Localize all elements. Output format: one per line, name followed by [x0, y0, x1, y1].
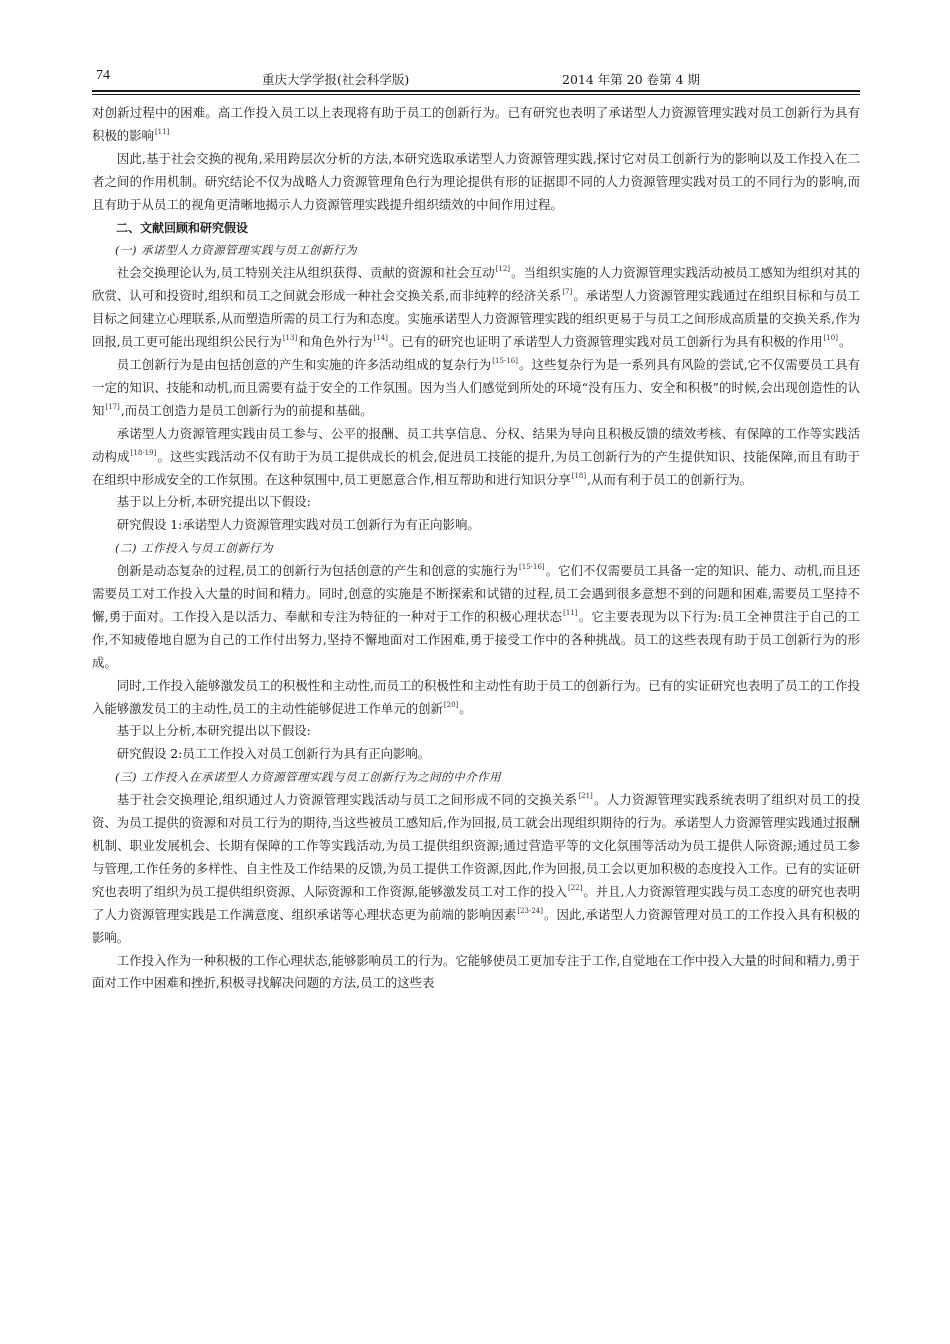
- paragraph: 因此,基于社会交换的视角,采用跨层次分析的方法,本研究选取承诺型人力资源管理实践,探讨它对员工创新行为的影响以及工作投入在二者之间的作用机制。研究结论不仅为战略人力资源管理角色行为理论提供有形的证据即不同的人力资源管理实践对员工的不同行为的影响,而且有助于从员工的视角更清晰地揭示人力资源管理实践提升组织绩效的中间作用过程。: [92, 150, 860, 212]
- journal-page: [92, 64, 860, 995]
- citation: [20]: [443, 700, 459, 709]
- citation: [18-19]: [130, 448, 157, 457]
- subsection-heading: (二) 工作投入与员工创新行为: [115, 541, 274, 556]
- citation: [17]: [105, 402, 120, 411]
- subsection-heading: (三) 工作投入在承诺型人力资源管理实践与员工创新行为之间的中介作用: [115, 770, 502, 785]
- hypothesis-1: 研究假设 1:承诺型人力资源管理实践对员工创新行为有正向影响。: [116, 517, 480, 533]
- citation: [15-16]: [519, 563, 545, 572]
- paragraph: 基于以上分析,本研究提出以下假设:: [116, 494, 311, 510]
- citation: [12]: [495, 265, 511, 274]
- journal-name: 重庆大学学报(社会科学版): [262, 72, 410, 87]
- paragraph: 基于社会交换理论,组织通过人力资源管理实践活动与员工之间形成不同的交换关系[21]。人力资源管理实践系统表明了组织对员工的投资、为员工提供的资源和对员工行为的期待,当这些被员工感知后,作为回报,员工就会出现组织期待的行为。承诺型人力资源管理实践通过报酬机制、职业发展机会、长期有保障的工作等实践活动,为员工提供组织资源;通过营造平等的文化氛围等活动为员工提供人际资源;通过员工参与管理,工作任务的多样性、自主性及工作结果的反馈,为员工提供工作资源,因此,作为回报,员工会以更加积极的态度投入工作。已有的实证研究也表明了组织为员工提供组织资源、人际资源和工作资源,能够激发员工对工作的投入[22]。并且,人力资源管理实践与员工态度的研究也表明了人力资源管理实践是工作满意度、组织承诺等心理状态更为前端的影响因素[23-24]。因此,承诺型人力资源管理对员工的工作投入具有积极的影响。: [92, 792, 860, 945]
- citation: [11]: [154, 127, 170, 136]
- paragraph: 工作投入作为一种积极的工作心理状态,能够影响员工的行为。它能够使员工更加专注于工作,自觉地在工作中投入大量的时间和精力,勇于面对工作中困难和挫折,积极寻找解决问题的方法,员工的这些表: [92, 952, 860, 991]
- citation: [14]: [373, 334, 388, 343]
- paragraph: 承诺型人力资源管理实践由员工参与、公平的报酬、员工共享信息、分权、结果为导向且积极反馈的绩效考核、有保障的工作等实践活动构成[18-19]。这些实践活动不仅有助于为员工提供成长的机会,促进员工技能的提升,为员工创新行为的产生提供知识、技能保障,而且有助于在组织中形成安全的工作氛围。在这种氛围中,员工更愿意合作,相互帮助和进行知识分享[18],从而有利于员工的创新行为。: [92, 425, 861, 487]
- citation: [21]: [578, 792, 593, 801]
- citation: [23-24]: [517, 906, 543, 915]
- citation: [15-16]: [492, 356, 518, 365]
- page-number: 74: [96, 68, 110, 83]
- citation: [7]: [562, 288, 573, 297]
- paragraph: 创新是动态复杂的过程,员工的创新行为包括创意的产生和创意的实施行为[15-16]。它们不仅需要员工具备一定的知识、能力、动机,而且还需要员工对工作投入大量的时间和精力。同时,创意的实施是不断探索和试错的过程,员工会遇到很多意想不到的问题和困难,需要员工坚持不懈,勇于面对。工作投入是以活力、奉献和专注为特征的一种对于工作的积极心理状态[11]。它主要表现为以下行为:员工全神贯注于自己的工作,不知疲倦地自愿为自己的工作付出努力,坚持不懈地面对工作困难,勇于接受工作中的各种挑战。员工的这些表现有助于员工创新行为的形成。: [92, 563, 860, 670]
- body-text: [92, 102, 860, 995]
- hypothesis-2: 研究假设 2:员工工作投入对员工创新行为具有正向影响。: [116, 746, 431, 762]
- header-rule-thin: [92, 94, 860, 95]
- paragraph: 对创新过程中的困难。高工作投入员工以上表现将有助于员工的创新行为。已有研究也表明了承诺型人力资源管理实践对员工创新行为具有积极的影响[11]: [92, 105, 860, 143]
- citation: [18]: [571, 471, 587, 480]
- citation: [13]: [282, 334, 298, 343]
- paragraph: 基于以上分析,本研究提出以下假设:: [116, 723, 311, 739]
- paragraph: 社会交换理论认为,员工特别关注从组织获得、贡献的资源和社会互动[12]。当组织实施的人力资源管理实践活动被员工感知为组织对其的欣赏、认可和投资时,组织和员工之间就会形成一种社会交换关系,而非纯粹的经济关系[7]。承诺型人力资源管理实践通过在组织目标和与员工目标之间建立心理联系,从而塑造所需的员工行为和态度。实施承诺型人力资源管理实践的组织更易于与员工之间形成高质量的交换关系,作为回报,员工更可能出现组织公民行为[13]和角色外行为[14]。已有的研究也证明了承诺型人力资源管理实践对员工创新行为具有积极的作用[10]。: [92, 265, 860, 350]
- citation: [22]: [567, 883, 583, 892]
- subsection-heading: (一) 承诺型人力资源管理实践与员工创新行为: [115, 243, 358, 258]
- issue-info: 2014 年第 20 卷第 4 期: [562, 72, 701, 87]
- running-header: [92, 64, 860, 88]
- header-rule: [92, 90, 860, 92]
- citation: [10]: [823, 334, 838, 343]
- citation: [11]: [563, 608, 578, 617]
- section-heading: 二、文献回顾和研究假设: [116, 220, 249, 235]
- paragraph: 同时,工作投入能够激发员工的积极性和主动性,而员工的积极性和主动性有助于员工的创新行为。已有的实证研究也表明了员工的工作投入能够激发员工的主动性,员工的主动性能够促进工作单元的创新[20]。: [92, 677, 860, 716]
- paragraph: 员工创新行为是由包括创意的产生和实施的许多活动组成的复杂行为[15-16]。这些复杂行为是一系列具有风险的尝试,它不仅需要员工具有一定的知识、技能和动机,而且需要有益于安全的工作氛围。因为当人们感觉到所处的环境“没有压力、安全和积极”的时候,会出现创造性的认知[17],而员工创造力是员工创新行为的前提和基础。: [92, 356, 860, 418]
